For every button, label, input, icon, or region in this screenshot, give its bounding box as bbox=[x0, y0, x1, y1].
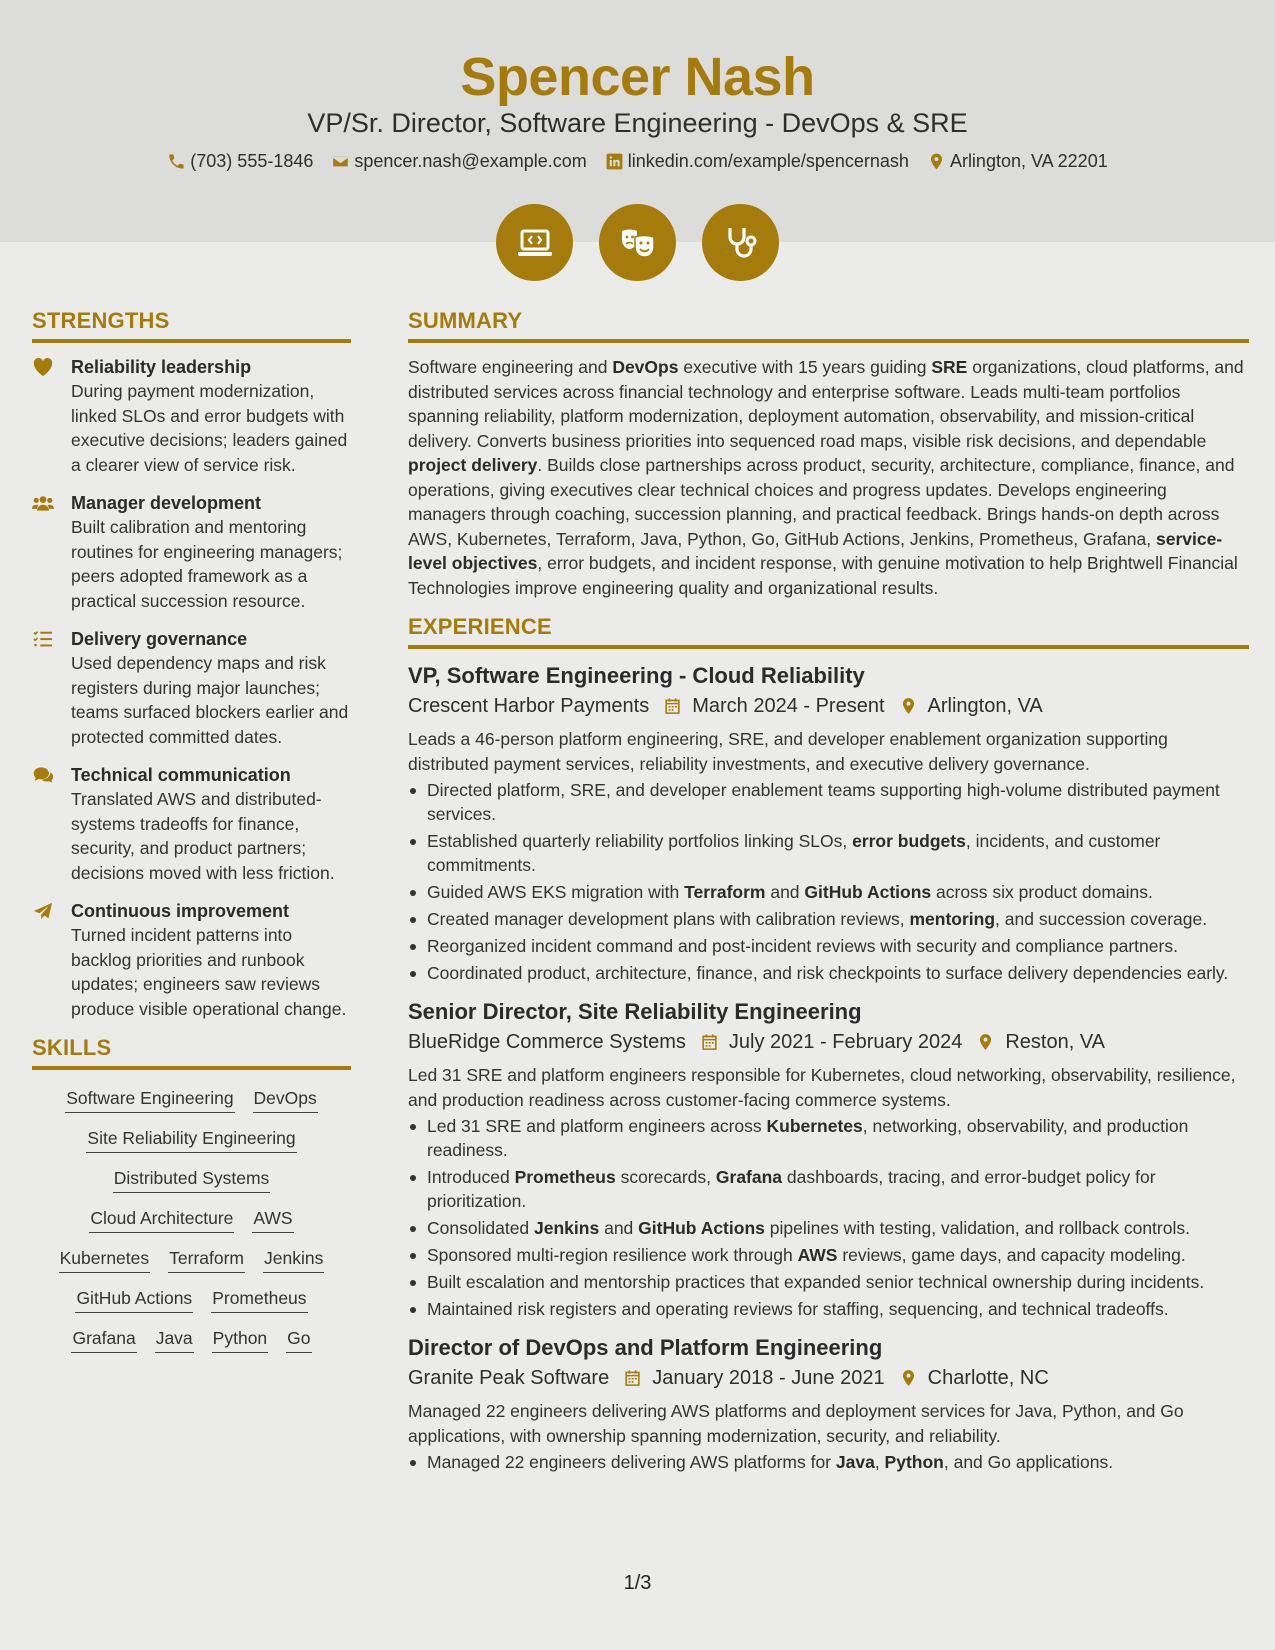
job-bullet: Introduced Prometheus scorecards, Grafana dashboards, tracing, and error-budget policy for prioritization. bbox=[408, 1165, 1249, 1213]
candidate-name: Spencer Nash bbox=[460, 47, 815, 107]
job-bullet: Guided AWS EKS migration with Terraform and GitHub Actions across six product domains. bbox=[408, 880, 1249, 904]
job-entry bbox=[408, 661, 1249, 985]
checklist-icon bbox=[32, 627, 71, 749]
contact-linkedin[interactable] bbox=[605, 151, 909, 172]
job-dates: March 2024 - Present bbox=[692, 695, 885, 717]
skill-tag: Kubernetes bbox=[59, 1246, 151, 1273]
calendar-icon bbox=[663, 696, 682, 716]
header-band bbox=[0, 0, 1275, 242]
job-bullets bbox=[408, 1450, 1249, 1474]
job-bullet: Maintained risk registers and operating reviews for staffing, sequencing, and technical tradeoffs. bbox=[408, 1297, 1249, 1321]
summary-heading: SUMMARY bbox=[408, 308, 1249, 343]
job-bullet: Managed 22 engineers delivering AWS platforms for Java, Python, and Go applications. bbox=[408, 1450, 1249, 1474]
job-description: Managed 22 engineers delivering AWS platforms and deployment services for Java, Python, and Go applications, with ownership spanning modernization, security, and reliability. bbox=[408, 1401, 1184, 1446]
job-bullet: Sponsored multi-region resilience work through AWS reviews, game days, and capacity modeling. bbox=[408, 1243, 1249, 1267]
heart-icon bbox=[32, 355, 71, 477]
interest-icons bbox=[0, 204, 1275, 281]
map-pin-icon bbox=[976, 1032, 995, 1052]
candidate-title: VP/Sr. Director, Software Engineering - DevOps & SRE bbox=[307, 108, 968, 138]
skill-row bbox=[113, 1166, 271, 1193]
experience-list bbox=[408, 661, 1249, 1474]
experience-heading: EXPERIENCE bbox=[408, 614, 1249, 649]
laptop-code-icon bbox=[496, 204, 573, 281]
job-title: VP, Software Engineering - Cloud Reliability bbox=[408, 663, 865, 688]
skill-tag: Site Reliability Engineering bbox=[86, 1126, 296, 1153]
strength-title: Reliability leadership bbox=[71, 357, 252, 377]
phone-icon bbox=[167, 152, 186, 171]
paper-plane-icon bbox=[32, 899, 71, 1021]
map-pin-icon bbox=[927, 152, 946, 171]
map-pin-icon bbox=[899, 696, 918, 716]
job-bullet: Created manager development plans with calibration reviews, mentoring, and succession coverage. bbox=[408, 907, 1249, 931]
contact-bar bbox=[0, 151, 1275, 172]
job-bullet: Consolidated Jenkins and GitHub Actions pipelines with testing, validation, and rollback controls. bbox=[408, 1216, 1249, 1240]
job-bullets bbox=[408, 1114, 1249, 1321]
stethoscope-icon bbox=[702, 204, 779, 281]
job-bullet: Directed platform, SRE, and developer enablement teams supporting high-volume distributed payment services. bbox=[408, 778, 1249, 826]
strength-text: During payment modernization, linked SLOs and error budgets with executive decisions; leaders gained a clearer view of service risk. bbox=[71, 381, 348, 475]
summary-text: Software engineering and DevOps executive with 15 years guiding SRE organizations, cloud platforms, and distributed services across financial technology and enterprise software. Leads multi-team portfolios spanning reliability, platform modernization, deployment automation, observability, and mission-critical delivery. Converts business priorities into sequenced road maps, visible risk decisions, and dependable project delivery. Builds close partnerships across product, security, architecture, compliance, finance, and operations, giving executives clear technical choices and progress updates. Develops engineering managers through coaching, succession planning, and practical feedback. Brings hands-on depth across AWS, Kubernetes, Terraform, Java, Python, Go, GitHub Actions, Jenkins, Prometheus, Grafana, service-level objectives, error budgets, and incident response, with genuine motivation to help Brightwell Financial Technologies improve engineering quality and organizational results. bbox=[408, 357, 1244, 598]
strength-title: Continuous improvement bbox=[71, 901, 290, 921]
skill-tag: AWS bbox=[252, 1206, 293, 1233]
job-description: Leads a 46-person platform engineering, SRE, and developer enablement organization supporting distributed payment services, reliability investments, and executive delivery governance. bbox=[408, 729, 1168, 774]
page-number: 1/3 bbox=[623, 1572, 652, 1594]
strengths-heading: STRENGTHS bbox=[32, 308, 351, 343]
skills-heading: SKILLS bbox=[32, 1035, 351, 1070]
strength-item bbox=[32, 899, 351, 1021]
skill-row bbox=[59, 1246, 325, 1273]
job-location: Arlington, VA bbox=[927, 695, 1043, 717]
phone-text: (703) 555-1846 bbox=[190, 151, 314, 171]
skill-tag: GitHub Actions bbox=[75, 1286, 193, 1313]
skill-tag: Software Engineering bbox=[65, 1086, 234, 1113]
job-bullet: Built escalation and mentorship practices that expanded senior technical ownership during incidents. bbox=[408, 1270, 1249, 1294]
skill-row bbox=[89, 1206, 293, 1233]
contact-phone[interactable] bbox=[167, 151, 313, 172]
job-bullet: Led 31 SRE and platform engineers across Kubernetes, networking, observability, and production readiness. bbox=[408, 1114, 1249, 1162]
strength-item bbox=[32, 627, 351, 749]
theater-masks-icon bbox=[599, 204, 676, 281]
comments-icon bbox=[32, 763, 71, 885]
location-text: Arlington, VA 22201 bbox=[949, 151, 1108, 171]
skill-tag: Terraform bbox=[168, 1246, 245, 1273]
strength-text: Built calibration and mentoring routines for engineering managers; peers adopted framework as a practical succession resource. bbox=[71, 517, 343, 611]
strength-title: Technical communication bbox=[71, 765, 291, 785]
skill-row bbox=[86, 1126, 296, 1153]
skill-tag: DevOps bbox=[253, 1086, 318, 1113]
strength-item bbox=[32, 355, 351, 477]
job-meta bbox=[408, 691, 1249, 721]
job-bullet: Established quarterly reliability portfolios linking SLOs, error budgets, incidents, and customer commitments. bbox=[408, 829, 1249, 877]
calendar-icon bbox=[700, 1032, 719, 1052]
strength-item bbox=[32, 491, 351, 613]
skill-tag: Go bbox=[286, 1326, 311, 1353]
skill-row bbox=[71, 1326, 311, 1353]
job-location: Reston, VA bbox=[1005, 1031, 1106, 1053]
linkedin-icon bbox=[605, 152, 624, 171]
job-description: Led 31 SRE and platform engineers responsible for Kubernetes, cloud networking, observability, resilience, and production readiness across customer-facing commerce systems. bbox=[408, 1065, 1236, 1110]
contact-email[interactable] bbox=[331, 151, 586, 172]
strength-text: Used dependency maps and risk registers during major launches; teams surfaced blockers earlier and protected committed dates. bbox=[71, 653, 349, 747]
job-company: Crescent Harbor Payments bbox=[408, 695, 650, 717]
linkedin-text: linkedin.com/example/spencernash bbox=[627, 151, 909, 171]
strength-title: Delivery governance bbox=[71, 629, 248, 649]
strength-text: Turned incident patterns into backlog priorities and runbook updates; engineers saw reviews produce visible operational change. bbox=[71, 925, 347, 1019]
job-location: Charlotte, NC bbox=[927, 1367, 1049, 1389]
map-pin-icon bbox=[899, 1368, 918, 1388]
strength-title: Manager development bbox=[71, 493, 262, 513]
strengths-list bbox=[32, 355, 351, 1021]
email-text: spencer.nash@example.com bbox=[354, 151, 587, 171]
skill-tag: Distributed Systems bbox=[113, 1166, 271, 1193]
job-title: Director of DevOps and Platform Engineering bbox=[408, 1335, 883, 1360]
skill-row bbox=[75, 1286, 307, 1313]
job-bullet: Coordinated product, architecture, finance, and risk checkpoints to surface delivery dependencies early. bbox=[408, 961, 1249, 985]
job-entry bbox=[408, 997, 1249, 1321]
job-title: Senior Director, Site Reliability Engineering bbox=[408, 999, 862, 1024]
calendar-icon bbox=[623, 1368, 642, 1388]
job-company: Granite Peak Software bbox=[408, 1367, 610, 1389]
skill-row bbox=[65, 1086, 318, 1113]
right-column bbox=[408, 308, 1249, 1486]
job-bullet: Reorganized incident command and post-incident reviews with security and compliance partners. bbox=[408, 934, 1249, 958]
skill-tag: Java bbox=[155, 1326, 194, 1353]
job-dates: July 2021 - February 2024 bbox=[728, 1031, 963, 1053]
strength-text: Translated AWS and distributed-systems tradeoffs for finance, security, and product partners; decisions moved with less friction. bbox=[71, 789, 335, 883]
skill-tag: Python bbox=[212, 1326, 268, 1353]
contact-location bbox=[927, 151, 1108, 172]
skill-tag: Prometheus bbox=[211, 1286, 307, 1313]
job-entry bbox=[408, 1333, 1249, 1474]
job-bullets bbox=[408, 778, 1249, 985]
job-meta bbox=[408, 1363, 1249, 1393]
job-meta bbox=[408, 1027, 1249, 1057]
left-column bbox=[32, 308, 351, 1353]
skills-list bbox=[32, 1086, 351, 1353]
strength-item bbox=[32, 763, 351, 885]
users-icon bbox=[32, 491, 71, 613]
job-dates: January 2018 - June 2021 bbox=[652, 1367, 885, 1389]
skill-tag: Grafana bbox=[71, 1326, 136, 1353]
job-company: BlueRidge Commerce Systems bbox=[408, 1031, 686, 1053]
skill-tag: Cloud Architecture bbox=[89, 1206, 234, 1233]
skill-tag: Jenkins bbox=[263, 1246, 324, 1273]
envelope-icon bbox=[331, 152, 350, 171]
